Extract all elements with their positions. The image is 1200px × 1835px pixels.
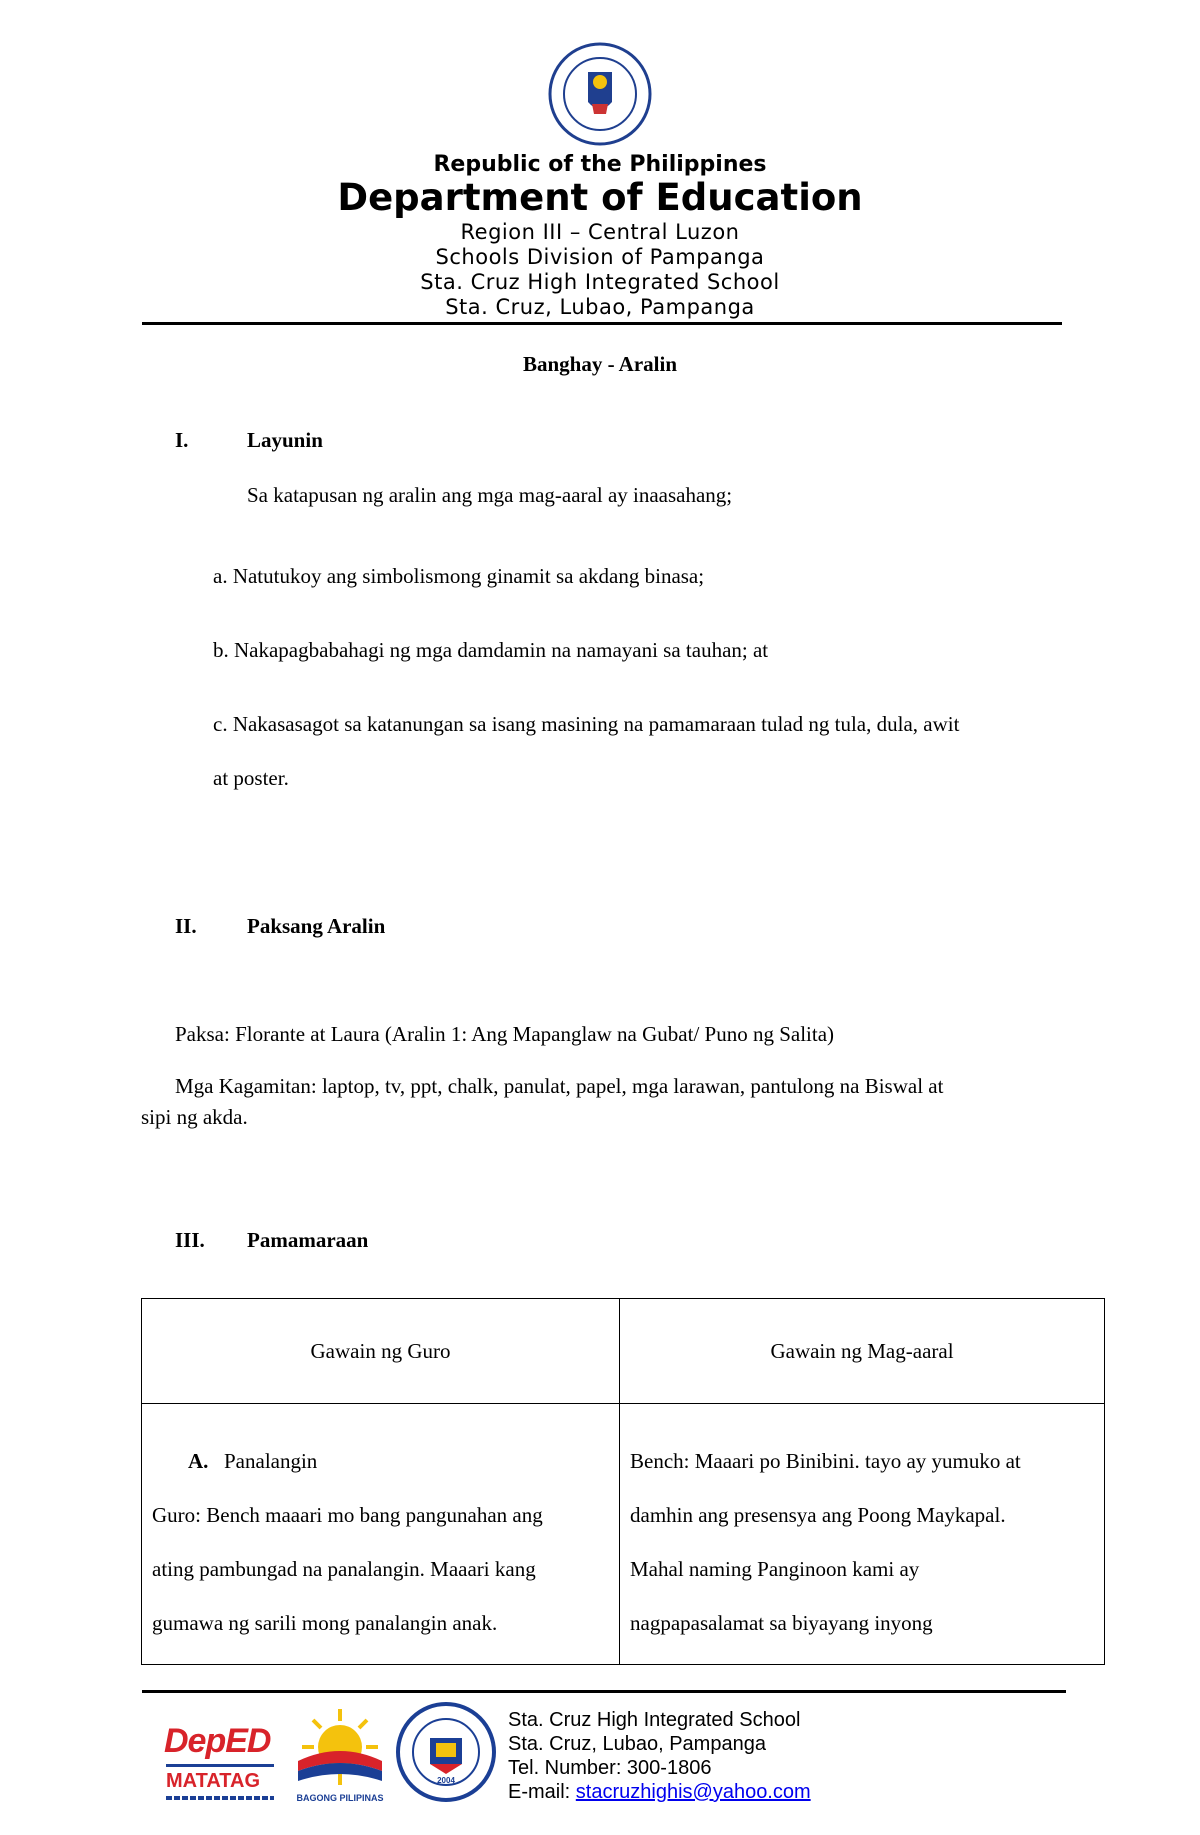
section-1-number: I. [175,428,189,452]
objective-c: c. Nakasasagot sa katanungan sa isang masining na pamamaraan tulad ng tula, dula, awit [213,712,960,736]
guro-line: ating pambungad na panalangin. Maaari kang [152,1557,536,1581]
guro-line: Guro: Bench maaari mo bang pangunahan ang [152,1503,543,1527]
section-2-number: II. [175,914,197,938]
footer-school: Sta. Cruz High Integrated School [508,1709,801,1731]
footer-email-link[interactable]: stacruzhighis@yahoo.com [575,1781,811,1803]
mag-aaral-line: nagpapasalamat sa biyayang inyong [630,1611,933,1635]
section-1-intro: Sa katapusan ng aralin ang mga mag-aaral ay inaasahang; [247,483,733,507]
school-seal-year: 2004 [437,1776,455,1785]
matatag-tagline [166,1796,274,1800]
footer-email-label: E-mail: [508,1781,576,1803]
step-letter: A. [188,1449,209,1473]
bagong-pilipinas-logo [290,1705,390,1810]
guro-line: gumawa ng sarili mong panalangin anak. [152,1611,498,1635]
header-divider [142,322,1062,325]
section-3-title: Pamamaraan [247,1228,369,1252]
footer-divider [142,1690,1066,1693]
page-title: Banghay - Aralin [522,352,678,376]
mag-aaral-cell [620,1404,1105,1665]
footer-email-row [508,1780,811,1804]
table-row [142,1404,1105,1665]
mag-aaral-line: Bench: Maaari po Binibini. tayo ay yumuko at [630,1449,1021,1473]
deped-swoosh [166,1764,274,1767]
matatag-wordmark: MATATAG [166,1770,261,1792]
kagamitan-line-1: Mga Kagamitan: laptop, tv, ppt, chalk, panulat, papel, mga larawan, pantulong na Biswal at [175,1074,944,1098]
division-line: Schools Division of Pampanga [435,245,765,269]
mag-aaral-line: Mahal naming Panginoon kami ay [630,1557,920,1581]
deped-wordmark: DepED [164,1722,271,1760]
address-line: Sta. Cruz, Lubao, Pampanga [445,295,755,319]
school-seal [396,1702,496,1802]
pamamaraan-table [141,1298,1105,1665]
bagong-pilipinas-wordmark: BAGONG PILIPINAS [296,1793,384,1803]
republic-line: Republic of the Philippines [433,152,767,177]
deped-matatag-logo [160,1712,280,1812]
region-line: Region III – Central Luzon [460,220,740,244]
objective-b: b. Nakapagbabahagi ng mga damdamin na namayani sa tauhan; at [213,638,769,662]
footer-tel: Tel. Number: 300-1806 [508,1757,712,1779]
school-line: Sta. Cruz High Integrated School [420,270,780,294]
department-title: Department of Education [337,176,863,219]
objective-c-continued: at poster. [213,766,289,790]
section-1-title: Layunin [247,428,323,452]
col-guro-header: Gawain ng Guro [142,1299,620,1404]
table-header-row [142,1299,1105,1404]
section-3-number: III. [175,1228,205,1252]
deped-seal [548,42,652,146]
paksa-line: Paksa: Florante at Laura (Aralin 1: Ang Mapanglaw na Gubat/ Puno ng Salita) [175,1022,835,1046]
step-title: Panalangin [224,1449,318,1473]
step-heading [152,1434,609,1488]
mag-aaral-line: damhin ang presensya ang Poong Maykapal. [630,1503,1006,1527]
section-2-title: Paksang Aralin [247,914,386,938]
kagamitan-line-2: sipi ng akda. [141,1105,248,1129]
guro-cell [142,1404,620,1665]
footer-address: Sta. Cruz, Lubao, Pampanga [508,1733,766,1755]
objective-a: a. Natutukoy ang simbolismong ginamit sa akdang binasa; [213,564,705,588]
col-mag-aaral-header: Gawain ng Mag-aaral [620,1299,1105,1404]
